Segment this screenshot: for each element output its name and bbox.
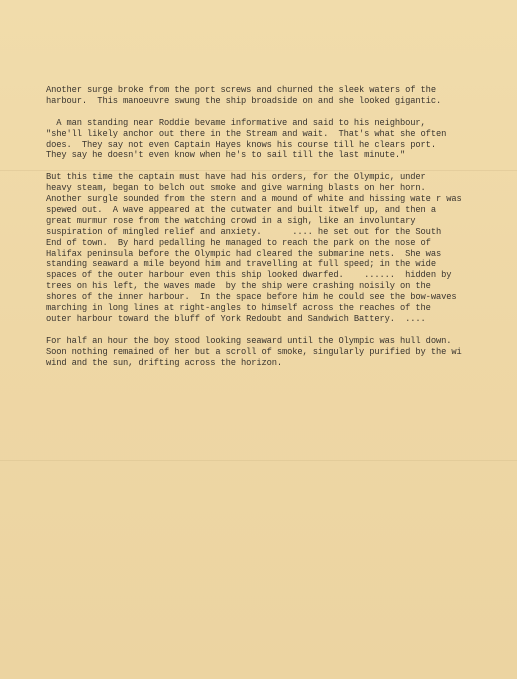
text-line: But this time the captain must have had his orders, for the Olympic, under [46, 172, 426, 183]
text-line: outer harbour toward the bluff of York Redoubt and Sandwich Battery. .... [46, 314, 426, 324]
text-line: End of town. By hard pedalling he managed to reach the park on the nose of [46, 237, 431, 248]
paragraph-4 [46, 336, 486, 369]
typed-text-body [46, 85, 486, 379]
text-line: suspiration of mingled relief and anxiety. .... he set out for the South [46, 226, 442, 237]
text-line: Halifax peninsula before the Olympic had cleared the submarine nets. She was [46, 248, 442, 259]
paragraph-2 [46, 118, 486, 162]
text-line: wind and the sun, drifting across the horizon. [46, 357, 283, 368]
text-line: spaces of the outer harbour even this ship looked dwarfed. ...... hidden by [46, 270, 452, 281]
text-line: standing seaward a mile beyond him and travelling at full speed; in the wide [46, 259, 436, 270]
text-line: Another surge broke from the port screws and churned the sleek waters of the [46, 85, 436, 95]
text-line: shores of the inner harbour. In the space before him he could see the bow-waves [46, 292, 457, 303]
text-line: They say he doesn't even know when he's to sail till the last minute." [46, 150, 406, 161]
paragraph-3 [46, 172, 486, 325]
paragraph-1 [46, 85, 486, 107]
text-line: marching in long lines at right-angles to himself across the reaches of the [46, 303, 431, 314]
text-line: Another surgle sounded from the stern and a mound of white and hissing wate r was [46, 194, 462, 205]
text-line: heavy steam, began to belch out smoke and give warning blasts on her horn. [46, 183, 426, 194]
text-line: "she'll likely anchor out there in the Stream and wait. That's what she often [46, 128, 447, 139]
text-line: trees on his left, the waves made by the ship were crashing noisily on the [46, 281, 431, 292]
text-line: Soon nothing remained of her but a scroll of smoke, singularly purified by the wi [46, 346, 462, 357]
text-line: spewed out. A wave appeared at the cutwater and built itwelf up, and then a [46, 204, 436, 215]
paper-fold [0, 460, 517, 461]
text-line: great murmur rose from the watching crowd in a sigh, like an involuntary [46, 215, 416, 226]
text-line: A man standing near Roddie bevame informative and said to his neighbour, [46, 117, 426, 128]
text-line: For half an hour the boy stood looking seaward until the Olympic was hull down. [46, 335, 452, 346]
text-line: does. They say not even Captain Hayes knows his course till he clears port. [46, 139, 436, 150]
text-line: harbour. This manoeuvre swung the ship broadside on and she looked gigantic. [46, 95, 442, 106]
